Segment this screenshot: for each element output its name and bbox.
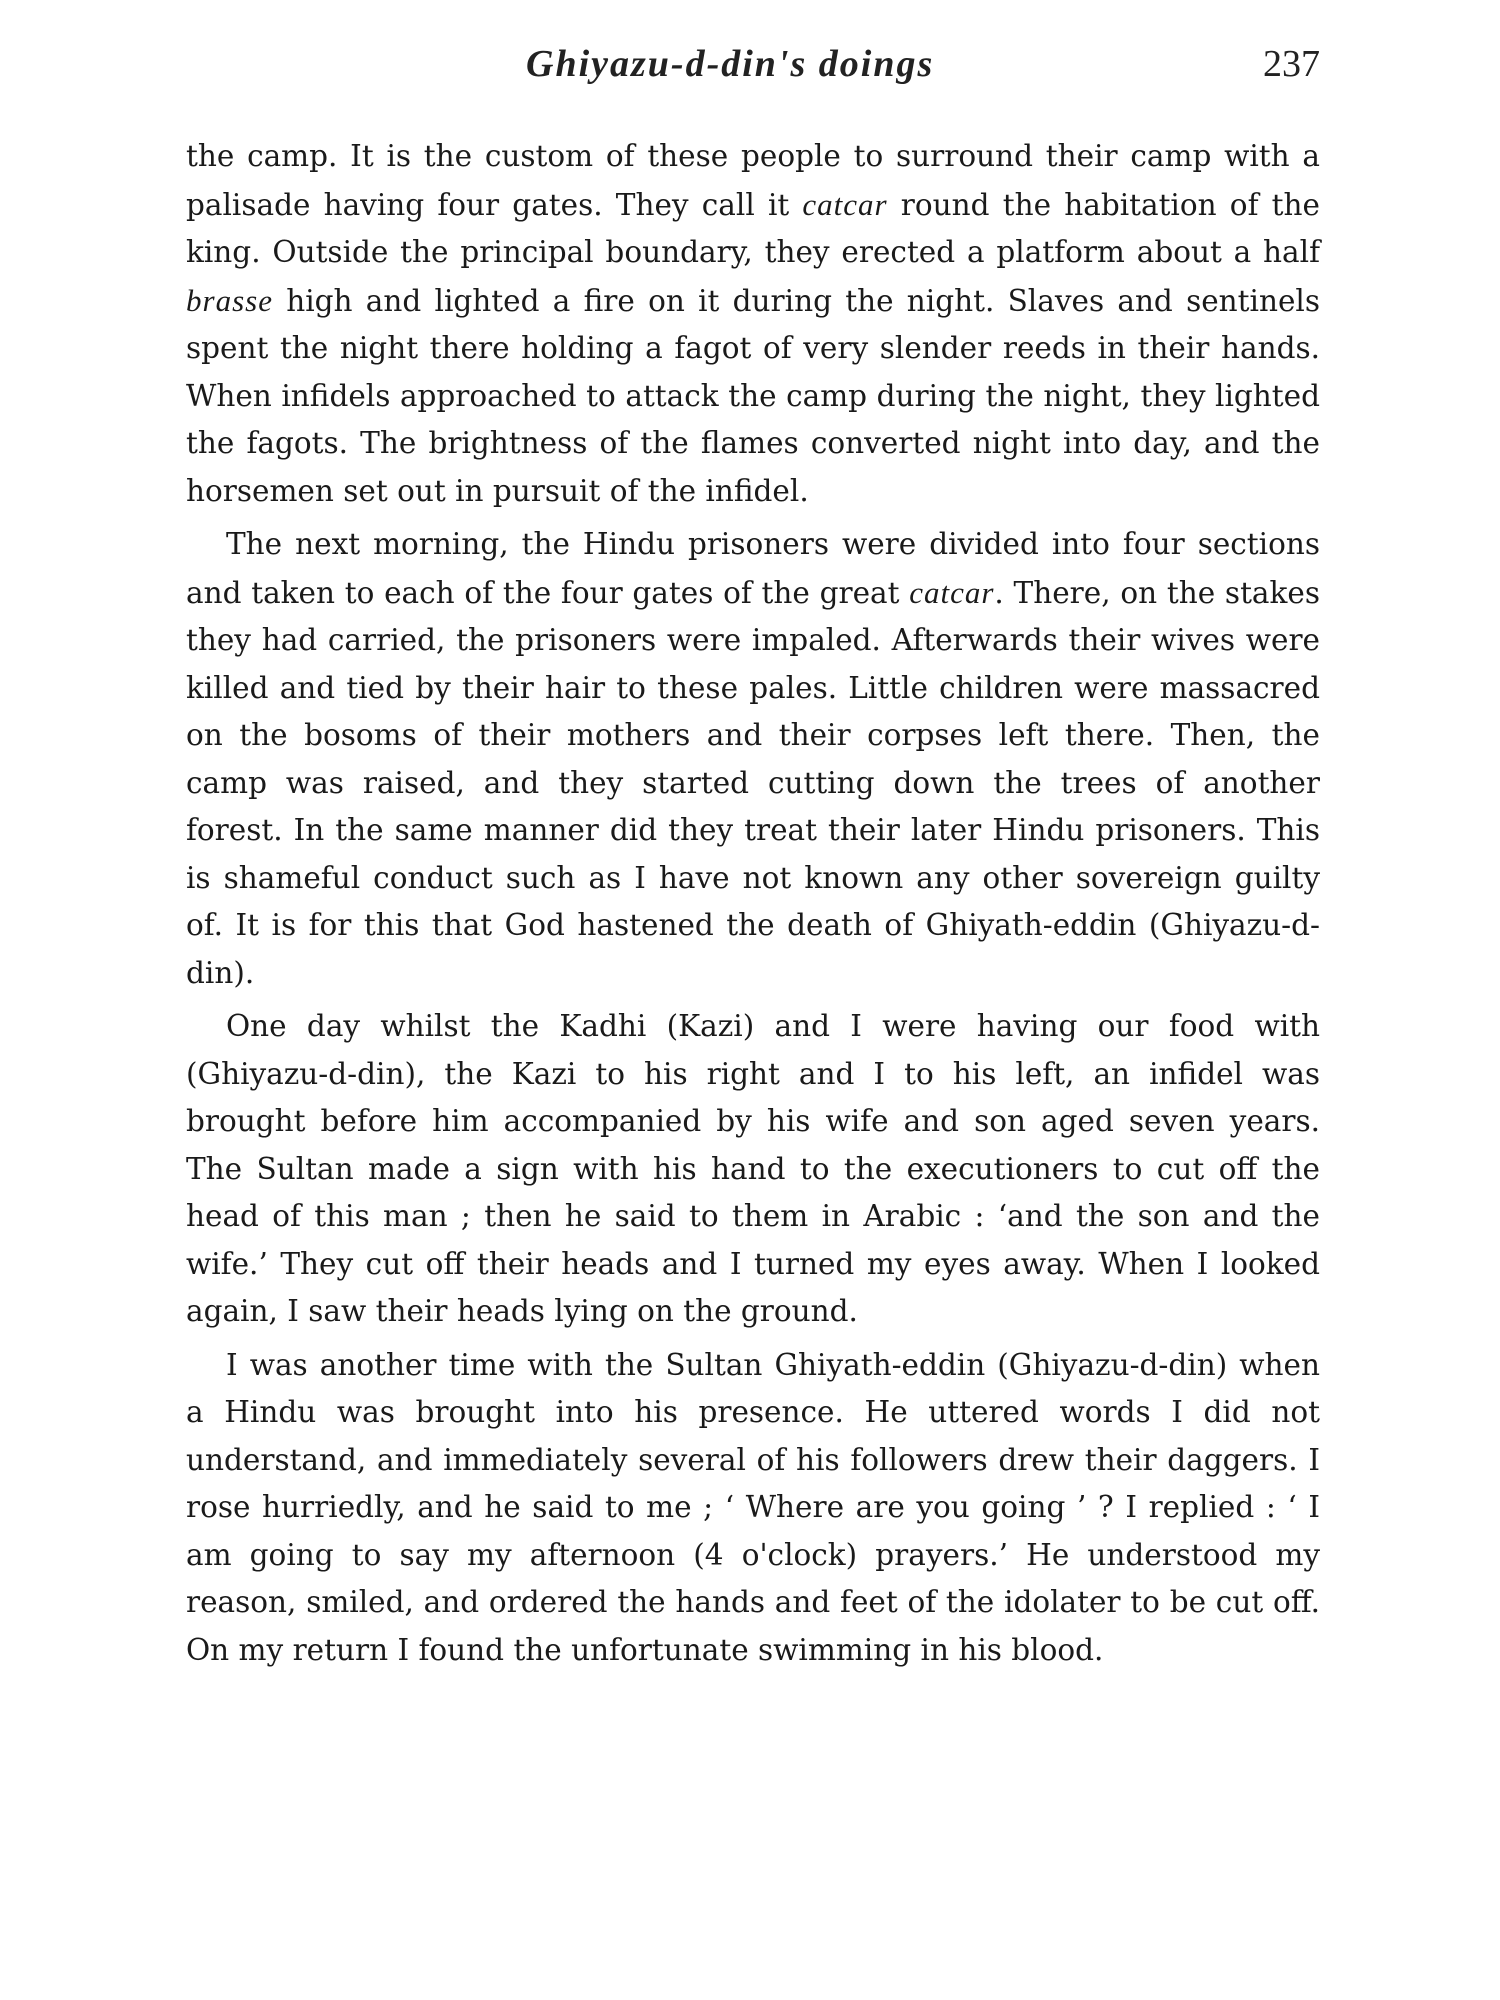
paragraph-1-italic-term: brasse — [186, 282, 273, 318]
page-number: 237 — [1263, 43, 1320, 85]
paragraph-3 — [186, 1003, 1320, 1336]
paragraph-1-italic-term: catcar — [802, 186, 888, 222]
body-text — [186, 133, 1320, 1680]
paragraph-1-text: round the habitation of the king. Outside the principal boundary, they erected a platform about a half — [186, 187, 1320, 269]
paragraph-4-text: I was another time with the Sultan Ghiyath-eddin (Ghiyazu-d-din) when a Hindu was brought into his presence. He uttered words I did not understand, and immediately several of his followers drew their daggers. I rose hurriedly, and he said to me ; ‘ Where are you going ’ ? I replied : ‘ I am going to say my afternoon (4 o'clock) prayers.’ He understood my reason, smiled, and ordered the hands and feet of the idolater to be cut off. On my return I found the unfortunate swimming in his blood. — [186, 1347, 1320, 1667]
paragraph-2-text: . There, on the stakes they had carried, the prisoners were impaled. Afterwards their wives were killed and tied by their hair to these pales. Little children were massacred on the bosoms of their mothers and their corpses left there. Then, the camp was raised, and they started cutting down the trees of another forest. In the same manner did they treat their later Hindu prisoners. This is shameful conduct such as I have not known any other sovereign guilty of. It is for this that God hastened the death of Ghiyath-eddin (Ghiyazu-d-din). — [186, 575, 1320, 990]
paragraph-1-text: high and lighted a fire on it during the night. Slaves and sentinels spent the night there holding a fagot of very slender reeds in their hands. When infidels approached to attack the camp during the night, they lighted the fagots. The brightness of the flames converted night into day, and the horsemen set out in pursuit of the infidel. — [186, 283, 1320, 508]
paragraph-2-text: The next morning, the Hindu prisoners were divided into four sections and taken to each of the four gates of the great — [186, 527, 1320, 610]
paragraph-1-text: the camp. It is the custom of these people to surround their camp with a palisade having four gates. They call it — [186, 139, 1320, 222]
paragraph-2 — [186, 521, 1320, 997]
paragraph-2-italic-term: catcar — [909, 574, 995, 610]
paragraph-4 — [186, 1342, 1320, 1675]
paragraph-1 — [186, 133, 1320, 515]
running-head — [186, 42, 1320, 102]
running-title: Ghiyazu-d-din's doings — [526, 43, 935, 85]
paragraph-3-text: One day whilst the Kadhi (Kazi) and I were having our food with (Ghiyazu-d-din), the Kazi to his right and I to his left, an infidel was brought before him accompanied by his wife and son aged seven years. The Sultan made a sign with his hand to the executioners to cut off the head of this man ; then he said to them in Arabic : ‘and the son and the wife.’ They cut off their heads and I turned my eyes away. When I looked again, I saw their heads lying on the ground. — [186, 1009, 1320, 1328]
